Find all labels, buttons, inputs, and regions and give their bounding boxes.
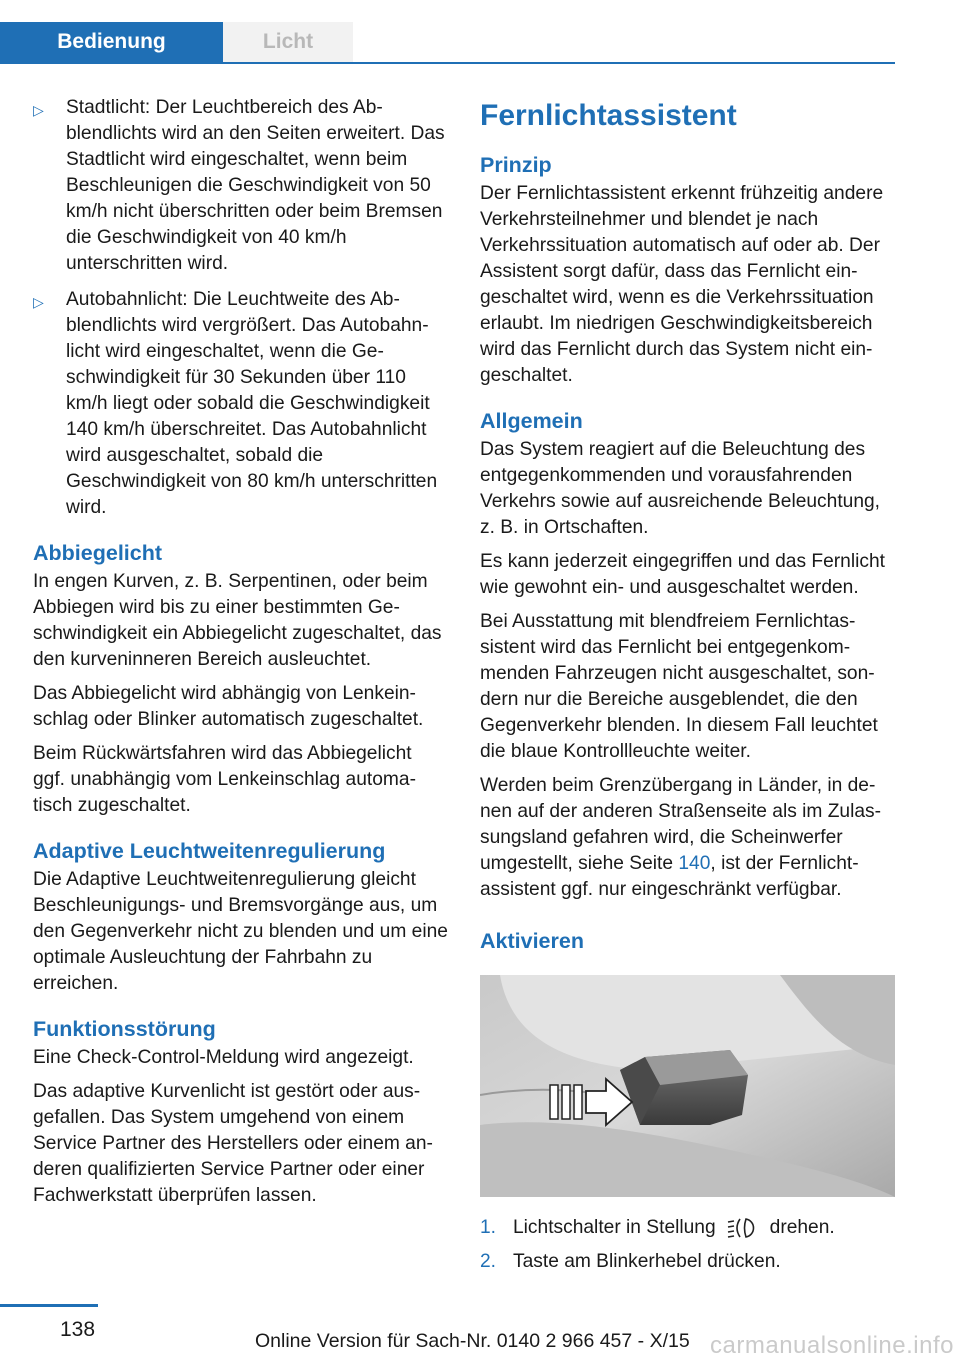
page-link[interactable]: 140 — [678, 853, 711, 874]
steps-list — [480, 1215, 895, 1275]
section-heading-aktivieren: Aktivieren — [480, 929, 584, 953]
tab-bedienung[interactable]: Bedienung — [0, 22, 223, 62]
step-text — [513, 1215, 835, 1241]
list-item — [33, 287, 448, 521]
paragraph: Der Fernlichtassistent erkennt frühzeitig andere Verkehrsteilnehmer und blendet je nach Verkehrssituation automatisch auf oder ab. Der Assistent sorgt dafür, dass das Fernlicht eingeschaltet wird, wenn es die Verkehrssituation erlaubt. Im niedrigen Geschwindigkeitsbereich wird das Fernlicht durch das System nicht eingeschaltet. — [480, 183, 884, 386]
page-number: 138 — [60, 1318, 96, 1341]
paragraph — [480, 773, 895, 903]
step-text-after: drehen. — [769, 1217, 835, 1238]
turn-signal-lever-image — [480, 975, 895, 1197]
list-item — [480, 1249, 895, 1275]
bullet-text: Autobahnlicht: Die Leuchtweite des Abblendlichts wird vergrößert. Das Autobahnlicht wird eingeschaltet, wenn die Geschwindigkeit für 30 Sekunden über 110 km/h liegt oder sobald die Geschwindigkeit 140 km/h überschreitet. Das Autobahnlicht wird ausgeschaltet, sobald die Geschwindigkeit von 80 km/h unterschritten wird. — [66, 289, 438, 518]
paragraph: Bei Ausstattung mit blendfreiem Fernlichtassistent wird das Fernlicht bei entgegenkommenden Fahrzeugen nicht ausgeschaltet, sondern nur die Bereiche ausgeblendet, die den Gegenverkehr blenden. In diesem Fall leuchtet die blaue Kontrollleuchte weiter. — [480, 611, 878, 762]
section-heading-stoerung: Funktionsstörung — [33, 1017, 216, 1041]
section-heading-prinzip: Prinzip — [480, 153, 552, 177]
paragraph: Es kann jederzeit eingegriffen und das Fernlicht wie gewohnt ein- und ausgeschaltet werden. — [480, 551, 885, 598]
footer-rule — [0, 1304, 98, 1307]
triangle-right-icon: ▷ — [33, 102, 44, 118]
triangle-right-icon: ▷ — [33, 294, 44, 310]
paragraph-text: , ist der Fernlichtassistent ggf. nur eingeschränkt verfügbar. — [480, 853, 859, 900]
watermark: carmanualsonline.info — [710, 1332, 954, 1359]
paragraph: Die Adaptive Leuchtweitenregulierung gleicht Beschleunigungs- und Bremsvorgänge aus, um den Gegenverkehr nicht zu blenden und um eine optimale Ausleuchtung der Fahrbahn zu erreichen. — [33, 869, 448, 994]
tab-licht[interactable]: Licht — [223, 22, 353, 62]
step-number: 2. — [480, 1251, 497, 1272]
list-item — [480, 1215, 895, 1241]
step-text: Taste am Blinkerhebel drücken. — [513, 1251, 781, 1272]
right-column — [480, 95, 895, 1283]
online-version-note: Online Version für Sach-Nr. 0140 2 966 457 - X/15 — [255, 1330, 690, 1352]
paragraph: Eine Check-Control-Meldung wird angezeigt. — [33, 1047, 414, 1068]
list-item — [33, 95, 448, 277]
page-title: Fernlichtassistent — [480, 99, 737, 132]
section-heading-adaptive: Adaptive Leuchtweitenregulierung — [33, 839, 386, 863]
section-heading-allgemein: Allgemein — [480, 409, 583, 433]
bullet-text: Stadtlicht: Der Leuchtbereich des Abblendlichts wird an den Seiten erweitert. Das Stadtlicht wird eingeschaltet, wenn beim Beschleunigen die Geschwindigkeit von 50 km/h nicht überschritten oder beim Bremsen die Geschwindigkeit von 40 km/h unterschritten wird. — [66, 97, 445, 274]
paragraph: Das Abbiegelicht wird abhängig von Lenkeinschlag oder Blinker automatisch zugeschaltet. — [33, 683, 424, 730]
section-heading-abbiegelicht: Abbiegelicht — [33, 541, 163, 565]
paragraph: Das System reagiert auf die Beleuchtung des entgegenkommenden und vorausfahrenden Verkehrs sowie auf ausreichende Beleuchtung, z. B. in Ortschaften. — [480, 439, 880, 538]
step-text-before: Lichtschalter in Stellung — [513, 1217, 716, 1238]
headlight-symbol-icon — [726, 1217, 760, 1239]
paragraph: In engen Kurven, z. B. Serpentinen, oder beim Abbiegen wird bis zu einer bestimmten Geschwindigkeit ein Abbiegelicht zugeschaltet, das den kurveninneren Bereich ausleuchtet. — [33, 571, 442, 670]
paragraph-text: Werden beim Grenzübergang in Länder, in denen auf der anderen Straßenseite als im Zulassungsland gefahren wird, die Scheinwerfer umgestellt, siehe Seite — [480, 775, 882, 874]
paragraph: Beim Rückwärtsfahren wird das Abbiegelicht ggf. unabhängig vom Lenkeinschlag automatisch zugeschaltet. — [33, 743, 416, 816]
paragraph: Das adaptive Kurvenlicht ist gestört oder ausgefallen. Das System umgehend von einem Service Partner des Herstellers oder einem anderen qualifizierten Service Partner oder einer Fachwerkstatt überprüfen lassen. — [33, 1081, 433, 1206]
step-number: 1. — [480, 1217, 497, 1238]
header-bar — [0, 0, 895, 64]
left-column — [33, 95, 448, 1217]
